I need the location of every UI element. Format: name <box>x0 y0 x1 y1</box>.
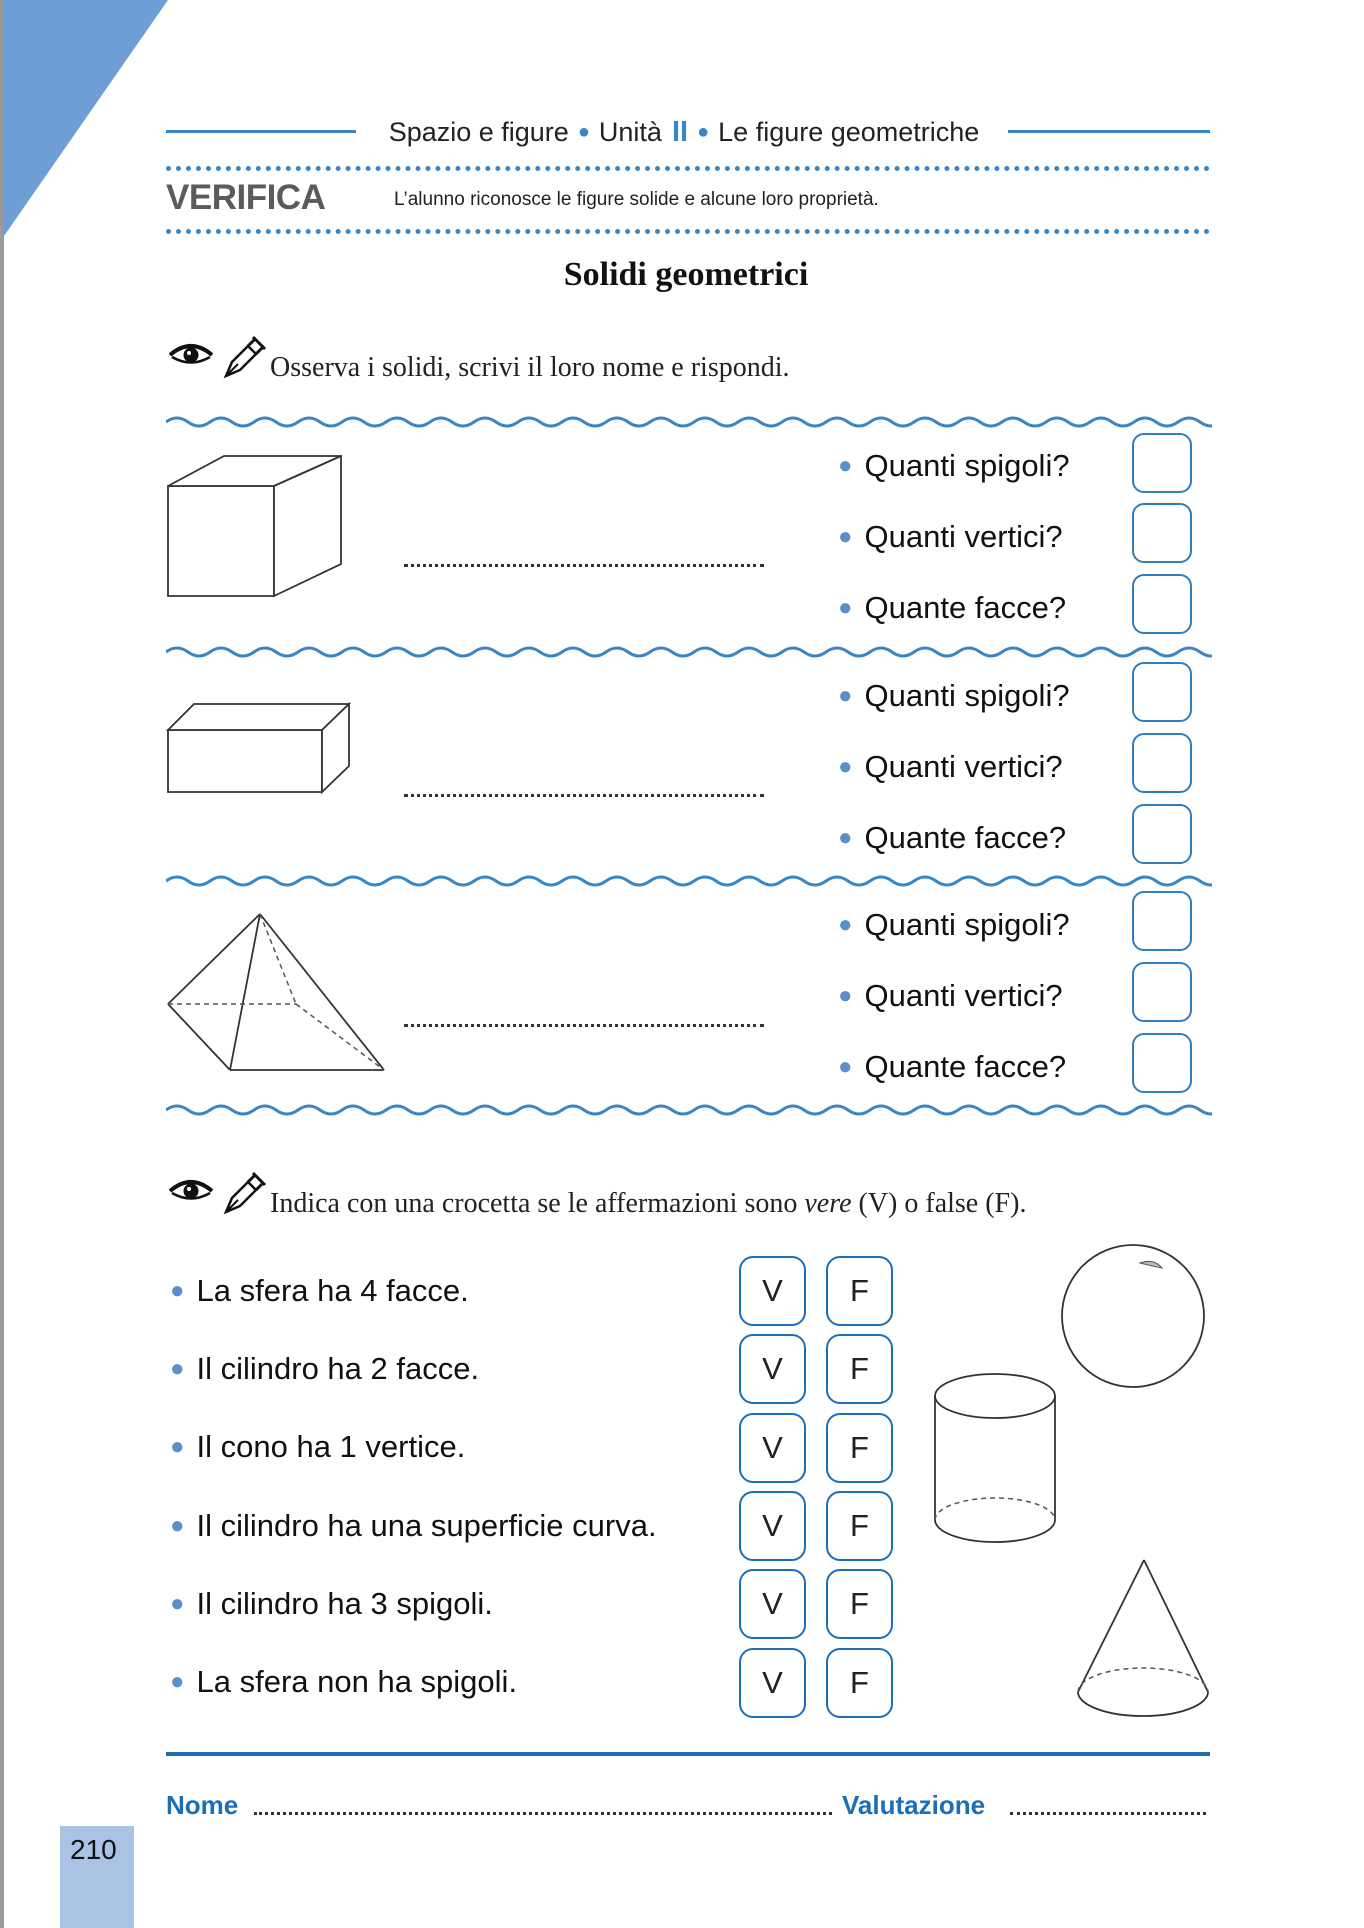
cone-figure <box>1074 1556 1214 1720</box>
pen-nib-icon <box>220 332 268 380</box>
header-unit-label: Unità <box>598 116 662 147</box>
exercise1-instruction: Osserva i solidi, scrivi il loro nome e rispondi. <box>270 352 790 383</box>
bullet-icon: ● <box>170 1668 185 1695</box>
page-number-tab <box>60 1826 134 1928</box>
bullet-icon: ● <box>170 1512 185 1539</box>
false-checkbox[interactable]: F <box>826 1569 893 1639</box>
question-edges <box>838 448 1070 484</box>
statement-text: Il cilindro ha 3 spigoli. <box>196 1586 493 1621</box>
true-checkbox[interactable]: V <box>739 1648 806 1718</box>
page-title: Solidi geometrici <box>563 256 809 293</box>
wave-divider <box>166 414 1212 430</box>
question-edges <box>838 678 1070 714</box>
question-faces <box>838 590 1066 626</box>
true-checkbox[interactable]: V <box>739 1256 806 1326</box>
statement-text: La sfera ha 4 facce. <box>196 1273 469 1308</box>
false-checkbox[interactable]: F <box>826 1648 893 1718</box>
question-vertices <box>838 519 1063 555</box>
name-label: Nome <box>166 1790 239 1820</box>
corner-decoration <box>4 0 174 240</box>
question-text: Quante facce? <box>864 820 1067 855</box>
wave-divider <box>166 1102 1212 1118</box>
instruction-part: Indica con una crocetta se le affermazioni sono <box>270 1188 805 1219</box>
answer-box[interactable] <box>1132 804 1192 864</box>
bullet-icon: ● <box>577 120 590 143</box>
prism-figure <box>166 702 356 794</box>
header-rule-left <box>166 130 356 133</box>
bullet-icon: ● <box>838 753 853 780</box>
dotted-rule-top <box>166 166 1210 171</box>
instruction-emphasis: vere <box>804 1188 852 1219</box>
true-checkbox[interactable]: V <box>739 1491 806 1561</box>
header-topic: Le figure geometriche <box>718 116 980 147</box>
bullet-icon: ● <box>170 1433 185 1460</box>
statement-text: Il cilindro ha 2 facce. <box>196 1351 480 1386</box>
answer-box[interactable] <box>1132 1033 1192 1093</box>
wave-divider <box>166 644 1212 660</box>
question-text: Quanti vertici? <box>864 749 1063 784</box>
header-rule-right <box>1008 130 1210 133</box>
question-text: Quante facce? <box>864 590 1067 625</box>
worksheet-page <box>4 0 1364 1928</box>
verifica-label: VERIFICA <box>166 178 326 217</box>
eye-icon <box>168 340 214 370</box>
bullet-icon: ● <box>838 1053 853 1080</box>
statement <box>170 1429 465 1465</box>
header-unit-number: II <box>671 115 689 148</box>
eye-icon <box>168 1176 214 1206</box>
cylinder-figure <box>932 1372 1060 1544</box>
grade-field[interactable] <box>1010 1812 1206 1815</box>
statement-text: Il cono ha 1 vertice. <box>196 1429 466 1464</box>
question-text: Quanti vertici? <box>864 519 1063 554</box>
bullet-icon: ● <box>170 1277 185 1304</box>
statement <box>170 1351 479 1387</box>
statement <box>170 1664 517 1700</box>
name-answer-line[interactable] <box>404 1024 764 1027</box>
false-checkbox[interactable]: F <box>826 1256 893 1326</box>
question-text: Quante facce? <box>864 1049 1067 1084</box>
statement <box>170 1586 493 1622</box>
answer-box[interactable] <box>1132 433 1192 493</box>
answer-box[interactable] <box>1132 891 1192 951</box>
answer-box[interactable] <box>1132 733 1192 793</box>
bullet-icon: ● <box>697 120 710 143</box>
header-section: Spazio e figure <box>388 116 569 147</box>
statement-text: La sfera non ha spigoli. <box>196 1664 518 1699</box>
question-text: Quanti spigoli? <box>864 448 1070 483</box>
page-number: 210 <box>70 1834 117 1865</box>
false-checkbox[interactable]: F <box>826 1491 893 1561</box>
exercise2-instruction <box>270 1188 1026 1220</box>
grade-label: Valutazione <box>842 1790 986 1820</box>
bullet-icon: ● <box>838 523 853 550</box>
name-field[interactable] <box>254 1812 832 1815</box>
question-text: Quanti spigoli? <box>864 678 1070 713</box>
bullet-icon: ● <box>838 824 853 851</box>
bullet-icon: ● <box>838 682 853 709</box>
question-faces <box>838 1049 1066 1085</box>
answer-box[interactable] <box>1132 662 1192 722</box>
dotted-rule-bottom <box>166 229 1210 234</box>
instruction-part: (V) o false (F). <box>851 1188 1027 1219</box>
name-answer-line[interactable] <box>404 794 764 797</box>
statement <box>170 1508 657 1544</box>
bullet-icon: ● <box>838 594 853 621</box>
question-edges <box>838 907 1070 943</box>
true-checkbox[interactable]: V <box>739 1334 806 1404</box>
bullet-icon: ● <box>838 911 853 938</box>
bullet-icon: ● <box>838 982 853 1009</box>
objective-text: L’alunno riconosce le figure solide e alcune loro proprietà. <box>394 189 879 210</box>
running-header <box>354 112 1014 152</box>
statement-text: Il cilindro ha una superficie curva. <box>196 1508 657 1543</box>
name-answer-line[interactable] <box>404 564 764 567</box>
answer-box[interactable] <box>1132 574 1192 634</box>
answer-box[interactable] <box>1132 962 1192 1022</box>
question-vertices <box>838 978 1063 1014</box>
sphere-figure <box>1060 1242 1210 1392</box>
bullet-icon: ● <box>838 452 853 479</box>
false-checkbox[interactable]: F <box>826 1334 893 1404</box>
bullet-icon: ● <box>170 1590 185 1617</box>
question-text: Quanti vertici? <box>864 978 1063 1013</box>
question-vertices <box>838 749 1063 785</box>
wave-divider <box>166 873 1212 889</box>
true-checkbox[interactable]: V <box>739 1569 806 1639</box>
question-faces <box>838 820 1066 856</box>
question-text: Quanti spigoli? <box>864 907 1070 942</box>
answer-box[interactable] <box>1132 503 1192 563</box>
true-checkbox[interactable]: V <box>739 1413 806 1483</box>
statement <box>170 1273 469 1309</box>
cube-figure <box>166 454 346 600</box>
footer-rule <box>166 1752 1210 1756</box>
pyramid-figure <box>166 912 396 1072</box>
false-checkbox[interactable]: F <box>826 1413 893 1483</box>
bullet-icon: ● <box>170 1355 185 1382</box>
pen-nib-icon <box>220 1168 268 1216</box>
